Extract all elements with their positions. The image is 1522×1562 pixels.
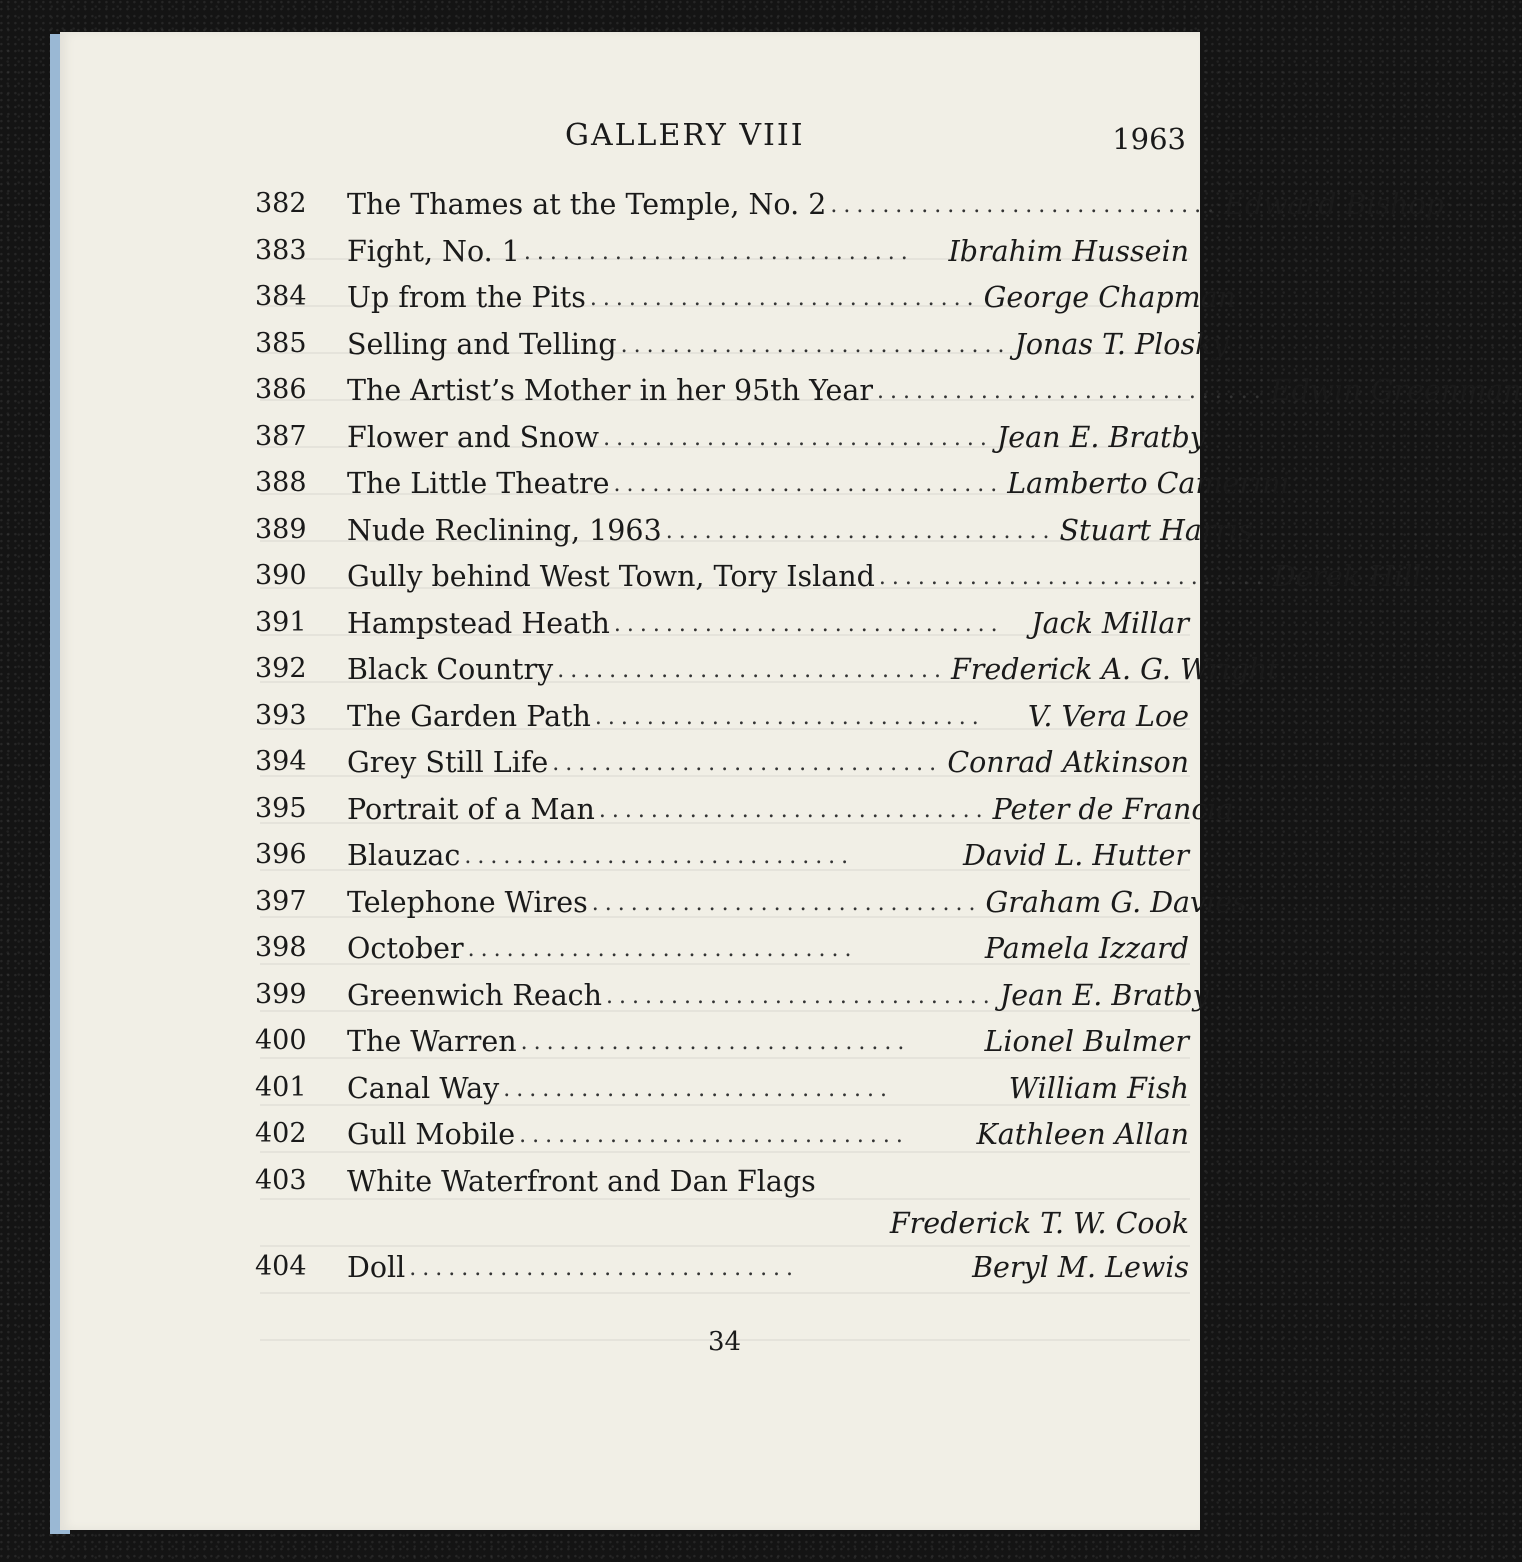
entry-artist: Ibrahim Hussein	[948, 234, 1189, 268]
entry-title: Gull Mobile	[347, 1118, 516, 1151]
leader-dots: ..............................	[591, 890, 982, 916]
catalogue-entry	[255, 1251, 1189, 1298]
leader-dots: ..............................	[589, 286, 980, 311]
entry-title: The Thames at the Temple, No. 2	[347, 188, 827, 221]
entry-number: 401	[255, 1071, 307, 1103]
entry-number: 390	[255, 560, 307, 591]
year-heading: 1963	[1112, 122, 1186, 156]
leader-dots: ..............................	[520, 1030, 911, 1055]
leader-dots: ..............................	[557, 658, 947, 683]
entry-number: 389	[255, 513, 307, 545]
catalogue-entry	[255, 792, 1234, 840]
leader-dots: ..............................	[519, 1123, 909, 1148]
leader-dots: ..............................	[876, 379, 1267, 404]
entry-artist: Peter de Francia	[992, 792, 1234, 826]
catalogue-entry	[255, 700, 1189, 747]
entry-title: Up from the Pits	[347, 281, 586, 314]
entry-number: 386	[255, 374, 307, 405]
entry-number: 391	[255, 606, 307, 638]
entry-artist: Jean E. Bratby	[999, 978, 1209, 1012]
catalogue-entries	[255, 188, 1522, 1297]
catalogue-entry	[255, 467, 1290, 514]
leader-dots: ..............................	[613, 611, 1004, 637]
entry-artist: Conrad Atkinson	[947, 746, 1189, 779]
entry-title: The Warren	[347, 1025, 517, 1058]
entry-artist: V. Vera Loe	[1027, 699, 1189, 733]
leader-dots: ..............................	[606, 983, 996, 1009]
entry-number: 404	[255, 1250, 307, 1282]
catalogue-entry	[255, 281, 1236, 328]
gallery-heading: GALLERY VIII	[565, 118, 805, 153]
entry-artist: George Chapman	[983, 281, 1236, 314]
entry-number: 393	[255, 699, 307, 731]
leader-dots: ..............................	[552, 751, 943, 776]
catalogue-entry	[255, 1118, 1189, 1165]
entry-number: 385	[255, 327, 307, 359]
catalogue-entry	[255, 1025, 1189, 1072]
entry-artist: Lionel Bulmer	[984, 1025, 1189, 1058]
entry-artist: Beryl M. Lewis	[972, 1250, 1189, 1284]
entry-artist: Kathleen Allan	[976, 1118, 1189, 1151]
catalogue-entry	[255, 1165, 1189, 1251]
entry-artist: Edward Bishop	[1224, 188, 1444, 221]
catalogue-entry	[255, 932, 1189, 979]
entry-title: The Little Theatre	[347, 467, 610, 500]
leader-dots: ..............................	[467, 937, 858, 962]
entry-title: The Garden Path	[347, 699, 591, 733]
leader-dots: ..............................	[613, 472, 1004, 497]
entry-number: 399	[255, 978, 307, 1010]
entry-number: 402	[255, 1118, 307, 1149]
entry-artist: Frederick A. G. Wright	[951, 653, 1279, 686]
entry-artist: Edwin Greenman	[1270, 374, 1522, 407]
entry-number: 383	[255, 234, 307, 266]
entry-title: Nude Reclining, 1963	[347, 513, 662, 547]
entry-title: Black Country	[347, 653, 554, 686]
catalogue-entry	[255, 839, 1189, 886]
catalogue-entry	[255, 885, 1247, 933]
catalogue-entry	[255, 978, 1209, 1026]
catalogue-entry	[255, 560, 1422, 607]
catalogue-entry	[255, 653, 1279, 700]
entry-title: White Waterfront and Dan Flags	[347, 1164, 816, 1198]
entry-artist: Graham G. Davies	[985, 885, 1247, 919]
entry-title: Portrait of a Man	[347, 792, 595, 826]
entry-number: 394	[255, 746, 307, 777]
entry-number: 397	[255, 885, 307, 917]
entry-artist: Frederick T. W. Cook	[889, 1206, 1189, 1240]
entry-number: 400	[255, 1025, 307, 1056]
catalogue-entry	[255, 374, 1522, 421]
catalogue-entry	[255, 1072, 1189, 1119]
entry-title: Hampstead Heath	[347, 606, 610, 640]
entry-artist: William Fish	[1008, 1071, 1189, 1105]
entry-title: Selling and Telling	[347, 327, 617, 361]
leader-dots: ..............................	[594, 704, 985, 730]
entry-number: 398	[255, 932, 307, 963]
leader-dots: ..............................	[464, 844, 855, 869]
entry-artist: Pamela Izzard	[984, 932, 1189, 965]
entry-title: Flower and Snow	[347, 420, 600, 454]
leader-dots: ..............................	[603, 425, 993, 451]
entry-title: Doll	[347, 1250, 406, 1284]
entry-artist: Jean E. Bratby	[996, 420, 1206, 454]
entry-number: 384	[255, 281, 307, 312]
entry-number: 382	[255, 188, 307, 219]
entry-number: 392	[255, 653, 307, 684]
catalogue-entry	[255, 607, 1189, 654]
entry-number: 403	[255, 1164, 307, 1196]
leader-dots: ..............................	[830, 193, 1221, 218]
leader-dots: ..............................	[523, 239, 914, 265]
catalogue-entry	[255, 420, 1206, 468]
entry-number: 396	[255, 839, 307, 870]
entry-title: Telephone Wires	[347, 885, 588, 919]
entry-title: Gully behind West Town, Tory Island	[347, 560, 875, 593]
entry-title: Canal Way	[347, 1071, 500, 1105]
catalogue-entry	[255, 327, 1229, 375]
entry-artist: David L. Hutter	[962, 839, 1189, 872]
entry-title: October	[347, 932, 464, 965]
entry-number: 388	[255, 467, 307, 498]
entry-title: Grey Still Life	[347, 746, 549, 779]
catalogue-entry	[255, 746, 1189, 793]
catalogue-entry	[255, 188, 1444, 235]
entry-artist: Derek Hill	[1272, 560, 1422, 593]
leader-dots: ..............................	[620, 332, 1011, 358]
entry-title: Fight, No. 1	[347, 234, 520, 268]
leader-dots: ..............................	[878, 565, 1269, 590]
entry-title: Greenwich Reach	[347, 978, 602, 1012]
entry-number: 395	[255, 792, 307, 824]
entry-title: Blauzac	[347, 839, 461, 872]
entry-artist: Lamberto Camerini	[1007, 467, 1290, 500]
leader-dots: ..............................	[503, 1076, 894, 1102]
catalogue-entry	[255, 235, 1189, 282]
entry-artist: Stuart Harris	[1059, 513, 1253, 547]
entry-artist: Jack Millar	[1031, 606, 1189, 640]
entry-artist: Jonas T. Plosky	[1014, 327, 1229, 361]
leader-dots: ..............................	[409, 1255, 800, 1281]
page-number: 34	[708, 1327, 742, 1357]
entry-number: 387	[255, 420, 307, 452]
leader-dots: ..............................	[598, 797, 989, 823]
entry-title: The Artist’s Mother in her 95th Year	[347, 374, 873, 407]
leader-dots: ..............................	[665, 518, 1056, 544]
catalogue-page	[60, 32, 1522, 1530]
catalogue-entry	[255, 513, 1253, 561]
